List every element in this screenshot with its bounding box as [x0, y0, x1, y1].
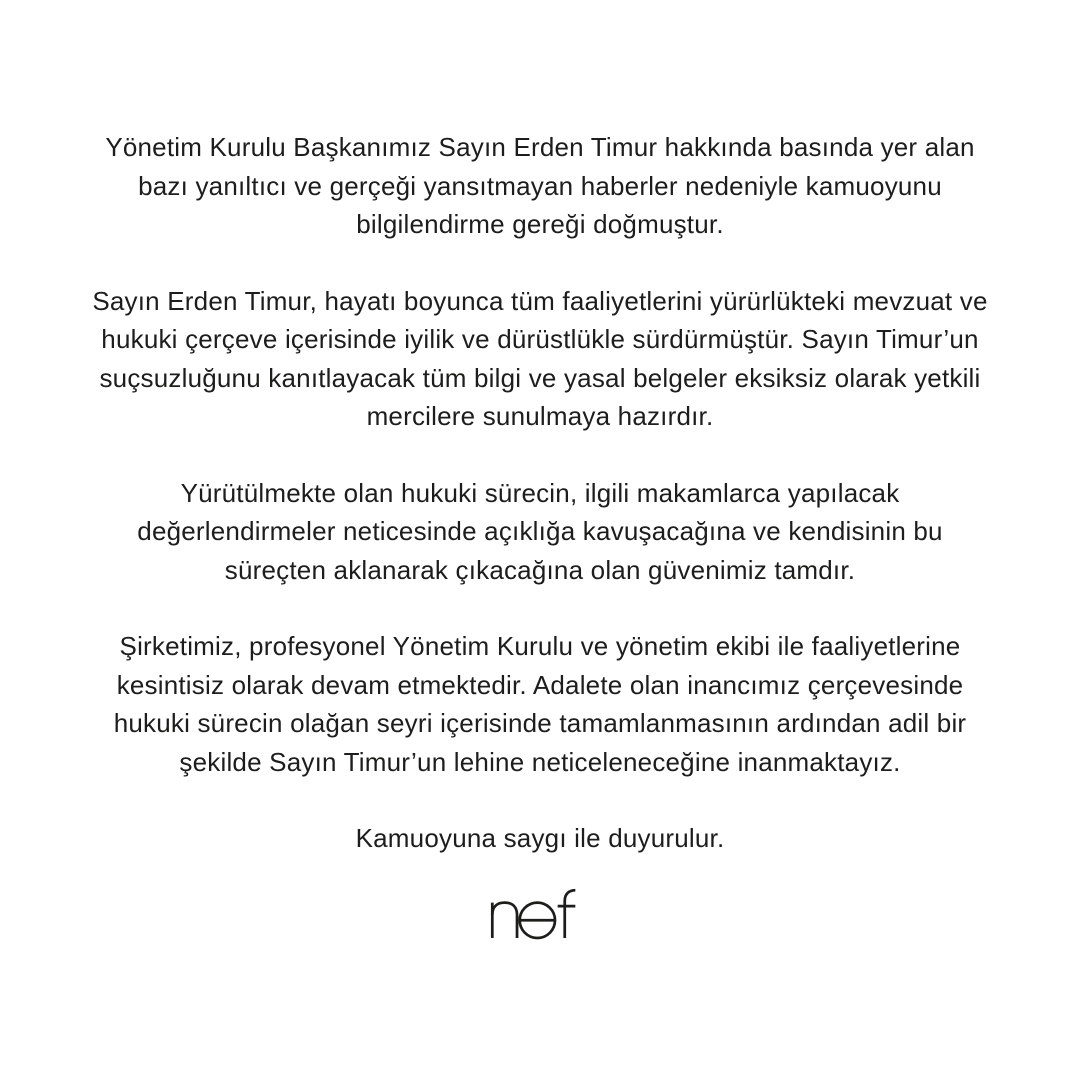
statement-paragraph-4: Şirketimiz, profesyonel Yönetim Kurulu ve yönetim ekibi ile faaliyetlerine kesintisiz olarak devam etmektedir. Adalete olan inancımız çerçevesinde hukuki sürecin olağan seyri içerisinde tamamlanmasının ardından adil bir şekilde Sayın Timur’un lehine neticeleneceğine inanmaktayız.	[113, 631, 967, 777]
nef-wordmark-icon	[487, 884, 593, 946]
statement-paragraph-2: Sayın Erden Timur, hayatı boyunca tüm faaliyetlerini yürürlükteki mevzuat ve hukuki çerçeve içerisinde iyilik ve dürüstlükle sürdürmüştür. Sayın Timur’un suçsuzluğunu kanıtlayacak tüm bilgi ve yasal belgeler eksiksiz olarak yetkili mercilere sunulmaya hazırdır.	[92, 285, 988, 431]
nef-logo	[90, 884, 990, 946]
statement-text-block	[90, 128, 990, 946]
closing-line: Kamuoyuna saygı ile duyurulur.	[355, 823, 725, 853]
statement-paragraph-3: Yürütülmekte olan hukuki sürecin, ilgili makamlarca yapılacak değerlendirmeler neticesinde açıklığa kavuşacağına ve kendisinin bu süreçten aklanarak çıkacağına olan güvenimiz tamdır.	[137, 477, 943, 585]
statement-paragraph-1: Yönetim Kurulu Başkanımız Sayın Erden Timur hakkında basında yer alan bazı yanıltıcı ve gerçeği yansıtmayan haberler nedeniyle kamuoyunu bilgilendirme gereği doğmuştur.	[105, 132, 975, 239]
